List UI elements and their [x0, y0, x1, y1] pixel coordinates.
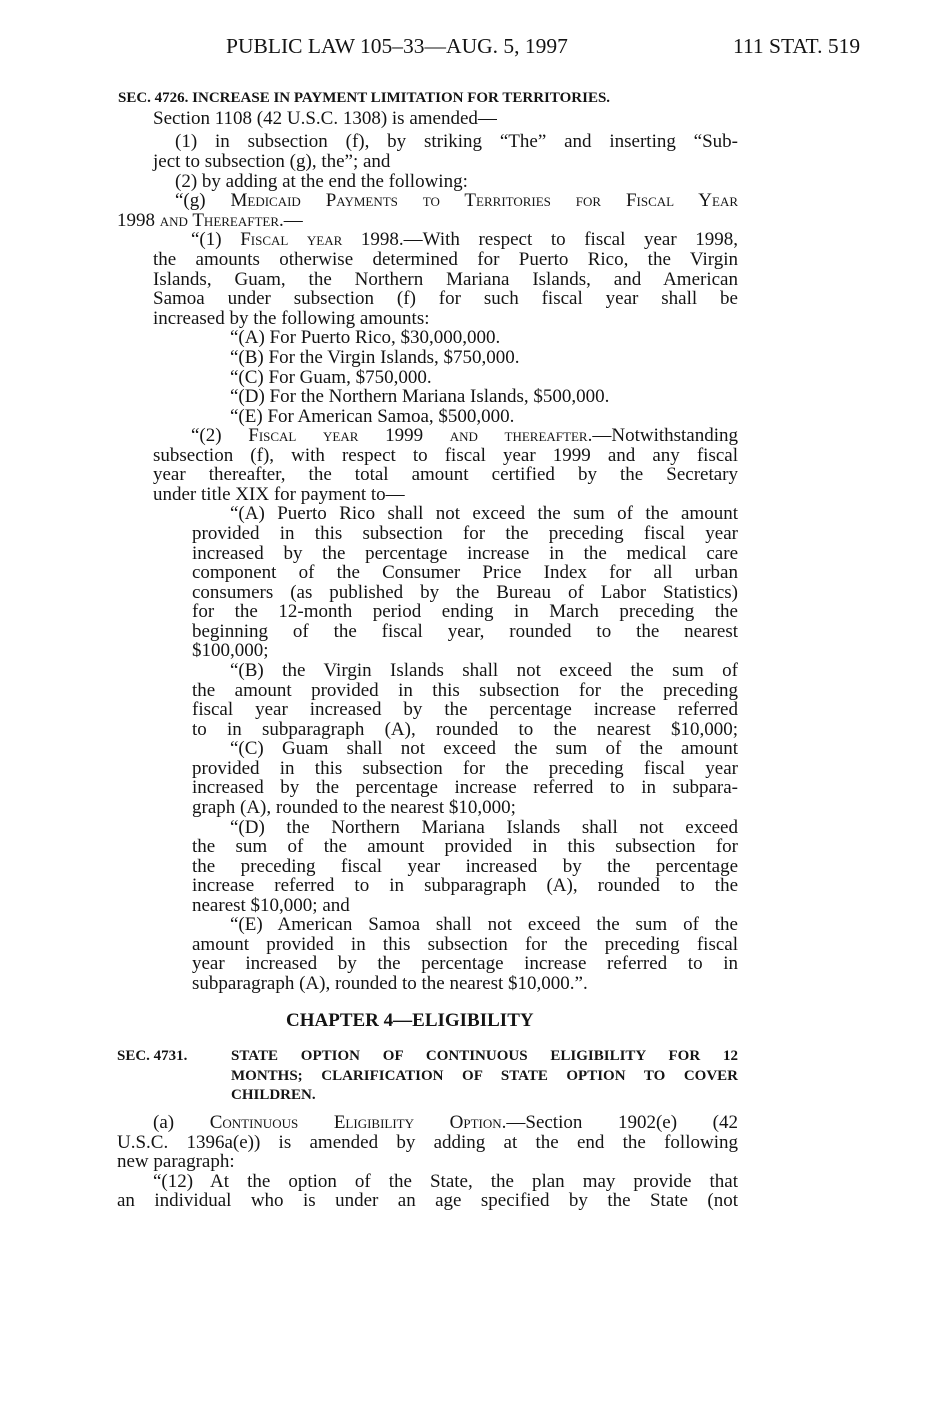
sub-e-line: “(E) American Samoa shall not exceed the sum of the [230, 914, 738, 935]
section-heading-4726: SEC. 4726. INCREASE IN PAYMENT LIMITATION FOR TERRITORIES. [118, 90, 611, 106]
amount-item: “(B) For the Virgin Islands, $750,000. [230, 347, 520, 368]
sub-d-line: “(D) the Northern Mariana Islands shall not exceed [230, 817, 738, 838]
text-line: new paragraph: [117, 1151, 235, 1172]
subsection-g-heading-cont: 1998 and Thereafter.— [117, 210, 303, 231]
subsection-a-heading: (a) Continuous Eligibility Option.—Section 1902(e) (42 [153, 1112, 738, 1133]
amount-item: “(A) For Puerto Rico, $30,000,000. [230, 327, 501, 348]
paragraph-1-heading: “(1) Fiscal year 1998.—With respect to fiscal year 1998, [191, 229, 738, 250]
text-line: an individual who is under an age specified by the State (not [117, 1190, 738, 1211]
text-line: Samoa under subsection (f) for such fiscal year shall be [153, 288, 738, 309]
text-line: ject to subsection (g), the”; and [153, 151, 391, 172]
paragraph-2-heading: “(2) Fiscal year 1999 and thereafter.—Notwithstanding [191, 425, 739, 446]
sub-a-line: component of the Consumer Price Index for all urban [192, 562, 738, 583]
sub-b-line: the amount provided in this subsection for the preceding [192, 680, 738, 701]
text-line: subsection (f), with respect to fiscal year 1999 and any fiscal [153, 445, 738, 466]
section-heading-4731-line: CHILDREN. [231, 1087, 316, 1103]
text-line: year thereafter, the total amount certified by the Secretary [153, 464, 738, 485]
sub-e-line: amount provided in this subsection for the preceding fiscal [192, 934, 738, 955]
subsection-g-heading: “(g) Medicaid Payments to Territories for Fiscal Year [175, 190, 739, 211]
sub-d-line: increase referred to in subparagraph (A), rounded to the [192, 875, 738, 896]
sub-a-line: “(A) Puerto Rico shall not exceed the sum of the amount [230, 503, 738, 524]
text-line: “(12) At the option of the State, the plan may provide that [153, 1171, 738, 1192]
sub-a-line: increased by the percentage increase in the medical care [192, 543, 738, 564]
sub-d-line: the preceding fiscal year increased by the percentage [192, 856, 738, 877]
sub-b-line: to in subparagraph (A), rounded to the nearest $10,000; [192, 719, 738, 740]
sub-a-line: beginning of the fiscal year, rounded to the nearest [192, 621, 738, 642]
text-line: Islands, Guam, the Northern Mariana Islands, and American [153, 269, 738, 290]
sub-c-line: graph (A), rounded to the nearest $10,000; [192, 797, 516, 818]
chapter-heading: CHAPTER 4—ELIGIBILITY [286, 1010, 534, 1031]
sub-a-line: $100,000; [192, 640, 269, 661]
section-heading-4731-line: MONTHS; CLARIFICATION OF STATE OPTION TO COVER [231, 1068, 738, 1084]
text-line: Section 1108 (42 U.S.C. 1308) is amended— [153, 108, 497, 129]
section-heading-4731-line: STATE OPTION OF CONTINUOUS ELIGIBILITY FOR 12 [231, 1048, 738, 1064]
amount-item: “(D) For the Northern Mariana Islands, $500,000. [230, 386, 610, 407]
sub-b-line: “(B) the Virgin Islands shall not exceed the sum of [230, 660, 738, 681]
sub-a-line: provided in this subsection for the preceding fiscal year [192, 523, 738, 544]
text-line: the amounts otherwise determined for Puerto Rico, the Virgin [153, 249, 738, 270]
page-header-stat: 111 STAT. 519 [733, 34, 861, 58]
sub-d-line: the sum of the amount provided in this subsection for [192, 836, 738, 857]
text-line: (1) in subsection (f), by striking “The” and inserting “Sub- [175, 131, 738, 152]
text-line: increased by the following amounts: [153, 308, 430, 329]
sub-a-line: consumers (as published by the Bureau of Labor Statistics) [192, 582, 738, 603]
sub-b-line: fiscal year increased by the percentage increase referred [192, 699, 738, 720]
amount-item: “(C) For Guam, $750,000. [230, 367, 432, 388]
text-line: U.S.C. 1396a(e)) is amended by adding at the end the following [117, 1132, 738, 1153]
sub-e-line: year increased by the percentage increase referred to in [192, 953, 738, 974]
text-line: under title XIX for payment to— [153, 484, 405, 505]
sub-d-line: nearest $10,000; and [192, 895, 350, 916]
sub-e-line: subparagraph (A), rounded to the nearest $10,000.”. [192, 973, 588, 994]
amount-item: “(E) For American Samoa, $500,000. [230, 406, 515, 427]
text-line: (2) by adding at the end the following: [175, 171, 468, 192]
sub-c-line: increased by the percentage increase referred to in subpara- [192, 777, 738, 798]
sub-c-line: “(C) Guam shall not exceed the sum of the amount [230, 738, 738, 759]
section-label-4731: SEC. 4731. [117, 1048, 188, 1064]
page-header-title: PUBLIC LAW 105–33—AUG. 5, 1997 [226, 34, 568, 58]
sub-c-line: provided in this subsection for the preceding fiscal year [192, 758, 738, 779]
sub-a-line: for the 12-month period ending in March preceding the [192, 601, 738, 622]
